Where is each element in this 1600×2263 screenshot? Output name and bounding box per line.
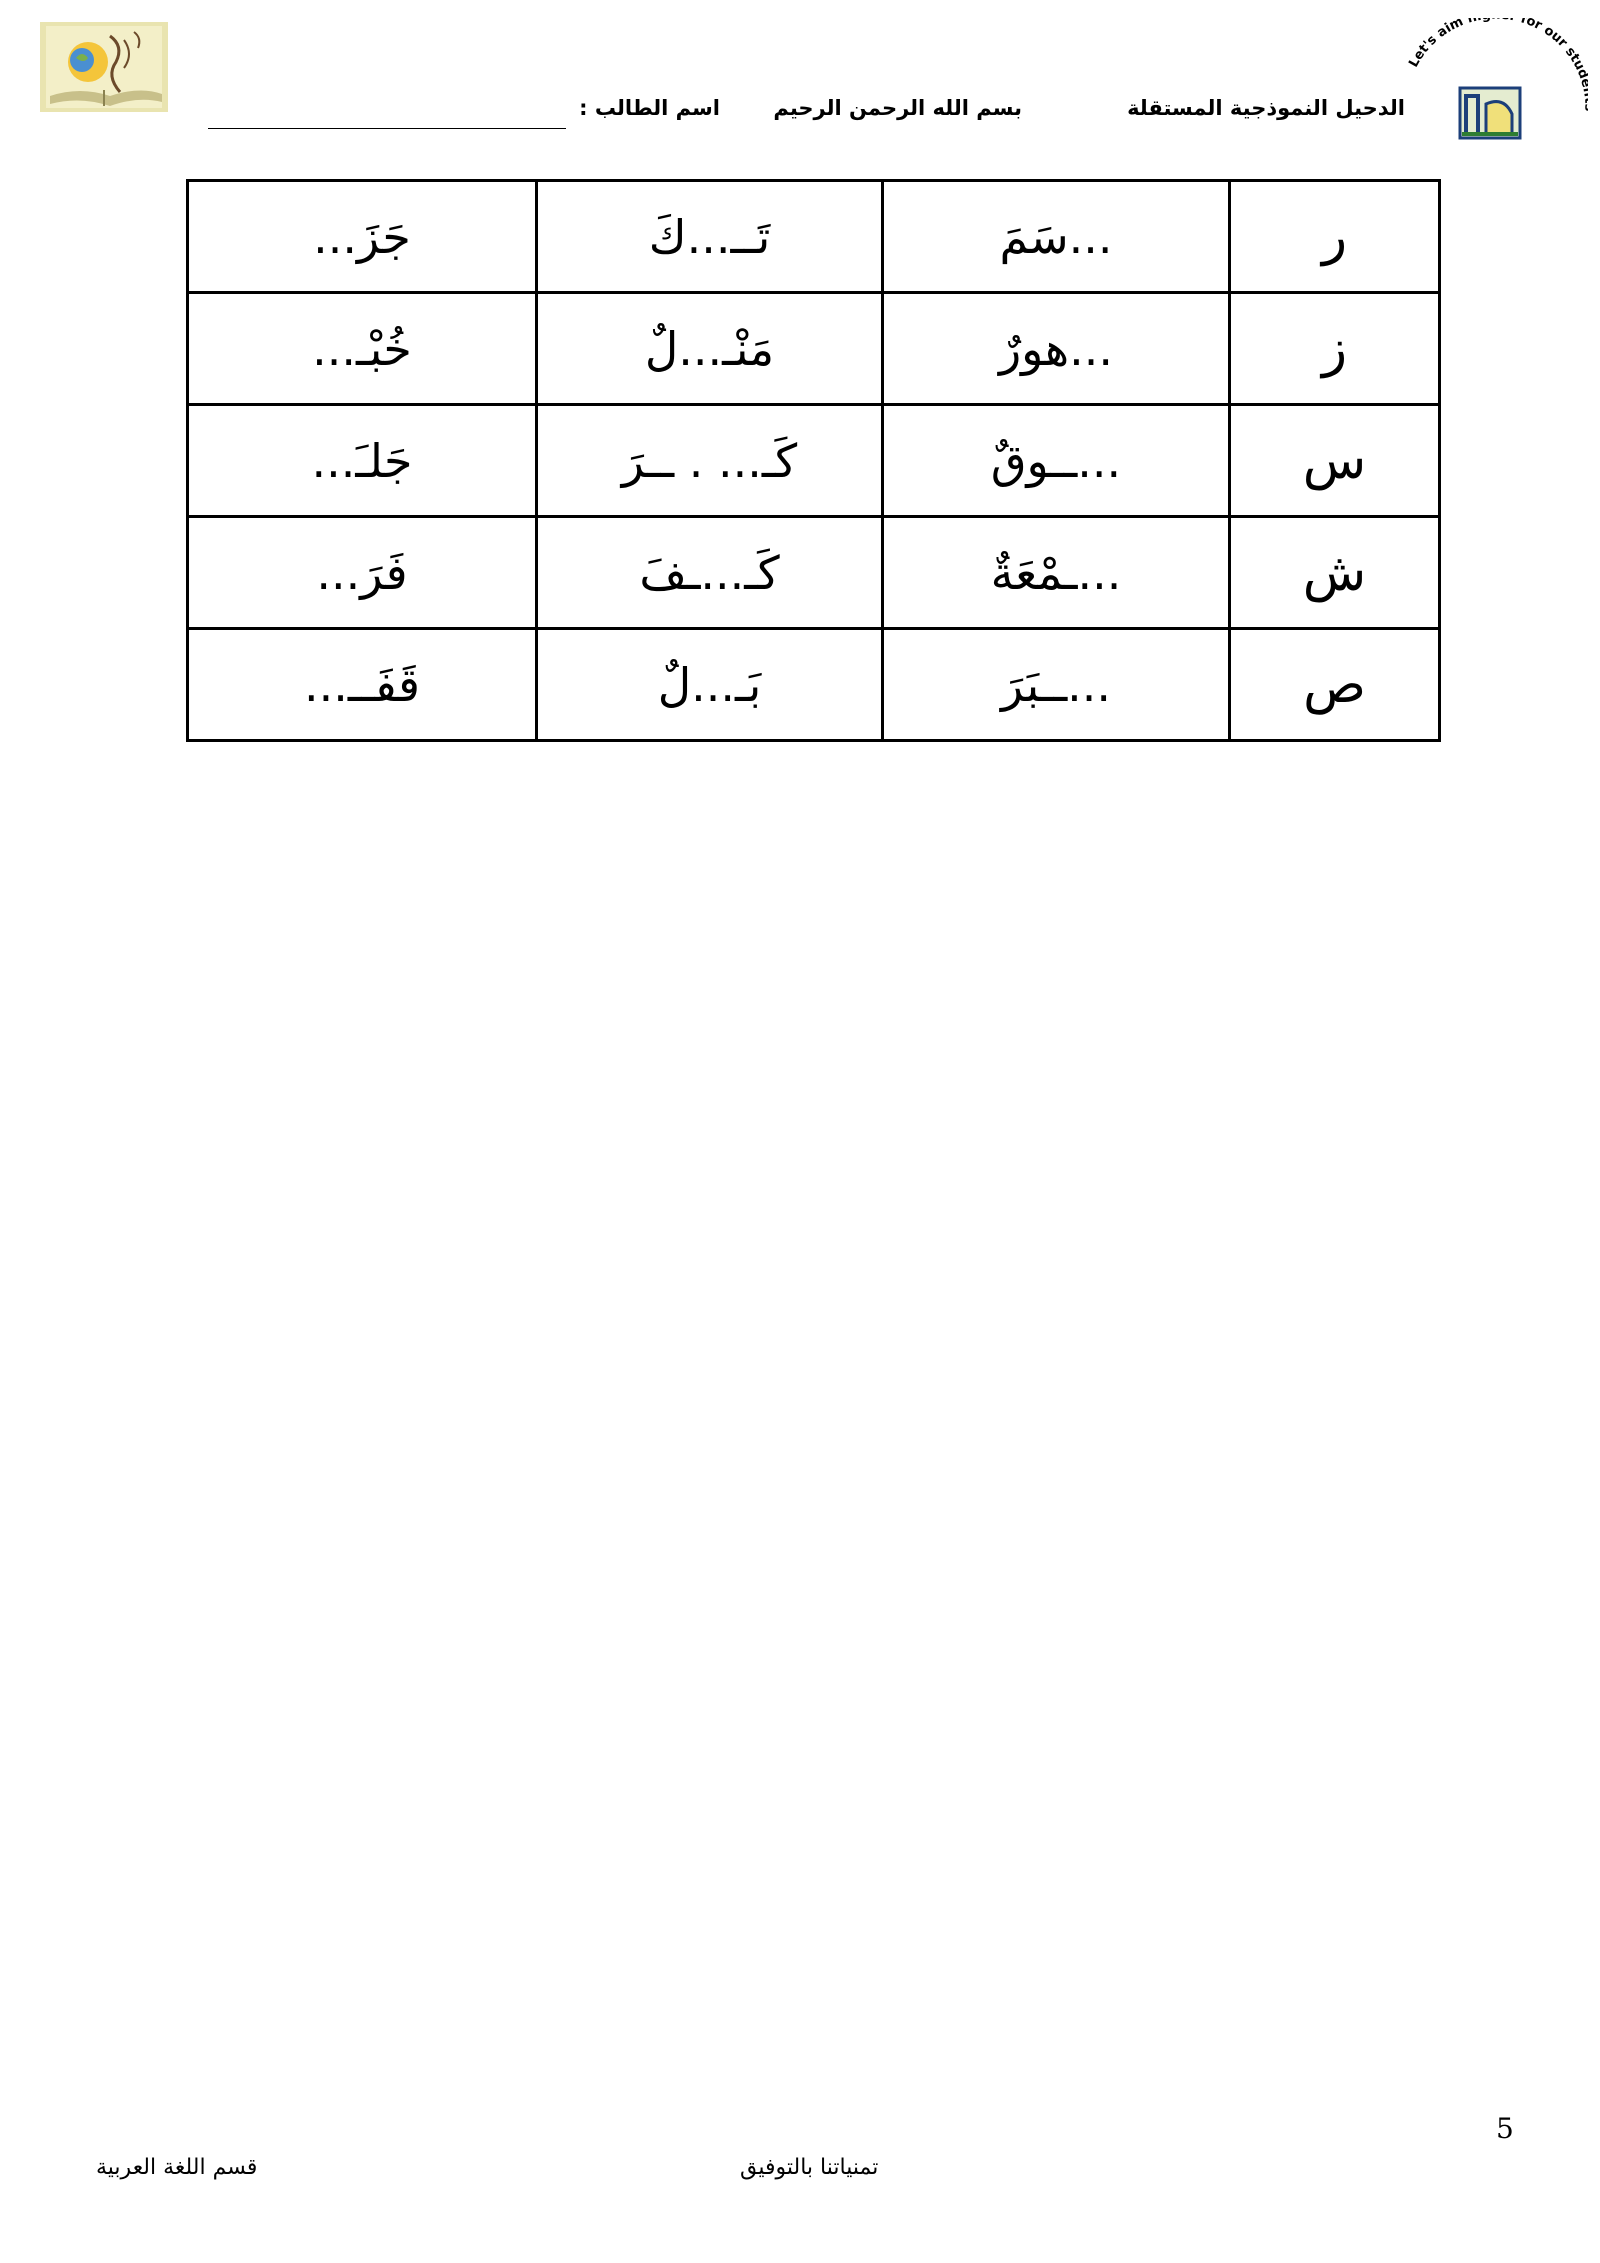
- letter-cell: ر: [1230, 181, 1440, 293]
- letter-cell: ز: [1230, 293, 1440, 405]
- word-blank-cell[interactable]: بَـ...لٌ: [537, 629, 883, 741]
- letter-cell: ش: [1230, 517, 1440, 629]
- basmala-heading: بسم الله الرحمن الرحيم: [773, 96, 1022, 120]
- word-blank-cell[interactable]: كَـ...ـفَ: [537, 517, 883, 629]
- word-blank-cell[interactable]: ...سَمَ: [883, 181, 1230, 293]
- school-logo-right: [1408, 18, 1588, 148]
- word-blank-cell[interactable]: فَرَ...: [188, 517, 537, 629]
- letter-cell: س: [1230, 405, 1440, 517]
- word-blank-cell[interactable]: جَزَ...: [188, 181, 537, 293]
- word-blank-cell[interactable]: مَنْـ...لٌ: [537, 293, 883, 405]
- footer-department: قسم اللغة العربية: [96, 2155, 258, 2180]
- school-name: الدحيل النموذجية المستقلة: [1127, 96, 1405, 120]
- word-blank-cell[interactable]: ...ــوقٌ: [883, 405, 1230, 517]
- table-row: [188, 629, 1440, 741]
- word-blank-cell[interactable]: كَـ... . ــرَ: [537, 405, 883, 517]
- word-blank-cell[interactable]: ...ــبَرَ: [883, 629, 1230, 741]
- word-blank-cell[interactable]: ...هورٌ: [883, 293, 1230, 405]
- page-number: 5: [1496, 2112, 1514, 2145]
- school-emblem-left: [40, 22, 168, 112]
- table-row: [188, 181, 1440, 293]
- logo-motto-text: et's aim h for our stu: [1410, 18, 1588, 73]
- letter-fill-table: [186, 179, 1441, 742]
- word-blank-cell[interactable]: ...ـمْعَةٌ: [883, 517, 1230, 629]
- student-name-blank-line: [208, 128, 566, 129]
- footer-wish-text: تمنياتنا بالتوفيق: [740, 2155, 879, 2180]
- table-row: [188, 293, 1440, 405]
- word-blank-cell[interactable]: قَفَــ...: [188, 629, 537, 741]
- table-row: [188, 517, 1440, 629]
- word-blank-cell[interactable]: تَــ...كَ: [537, 181, 883, 293]
- word-blank-cell[interactable]: خُبْـ...: [188, 293, 537, 405]
- letter-cell: ص: [1230, 629, 1440, 741]
- word-blank-cell[interactable]: جَلـَ...: [188, 405, 537, 517]
- student-name-label: اسم الطالب :: [579, 96, 720, 120]
- table-row: [188, 405, 1440, 517]
